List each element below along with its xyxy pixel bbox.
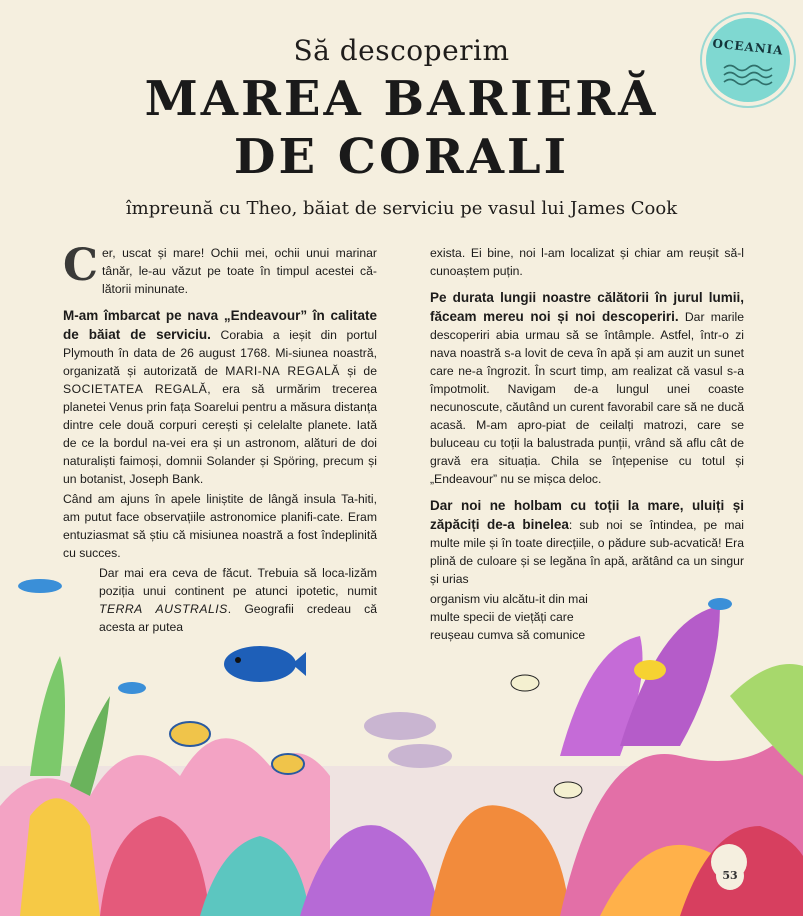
- paragraph-exista: exista. Ei bine, noi l-am localizat și chiar am reușit să-l cunoaștem puțin.: [430, 246, 744, 278]
- title-line-1: MAREA BARIERĂ: [144, 71, 659, 127]
- region-badge-label: OCEANIA: [711, 36, 785, 58]
- paragraph-intro: [63, 240, 377, 298]
- terra-text-a: Dar mai era ceva de făcut. Trebuia să loca-lizăm poziția unui continent pe atunci ipotetic, numit: [99, 566, 377, 598]
- terra-australis-name: TERRA AUSTRALIS: [99, 602, 228, 616]
- subtitle-top: Să descoperim: [293, 34, 510, 67]
- drop-cap: C: [63, 240, 99, 291]
- paragraph-tahiti: Când am ajuns în apele liniștite de lângă insula Ta-hiti, am putut face observațiile astronomice planifi-cate. Eram entuziasmat să știu că misiunea noastră a fost îndeplinită cu succes.: [63, 492, 377, 560]
- embark-text-c: , era să urmărim trecerea planetei Venus prin fața Soarelui pentru a măsura distanța dintre cele două corpuri cerești și celelalte planete. Iată de ce la bordul na-vei era și un astronom, alături de doi naturaliști faimoși, domnii Solander și Spöring, precum și un botanist, Joseph Bank.: [63, 382, 377, 486]
- fish-icon: [634, 660, 666, 680]
- title-line-2: DE CORALI: [233, 129, 570, 185]
- royal-navy-text: MARI-NA REGALĂ: [225, 364, 340, 378]
- embark-text-a: Corabia a ieșit din portul Plymouth în data de 26 august 1768. Mi-siunea noastră, organizată și autorizată de: [63, 328, 377, 378]
- region-badge: [706, 18, 790, 102]
- fish-icon: [170, 722, 210, 746]
- fish-icon: [18, 579, 62, 593]
- discoveries-text: Dar marile descoperiri abia urmau să se întâmple. Astfel, într-o zi nava noastră s-a lovit de ceva în apă și am auzit un sunet care ne-a îngrozit. În scurt timp, am realizat că vasul s-a împotmolit. Navigam de-a lungul unei coaste necunoscute, căutând un curent favorabil care să ne ducă acasă. M-am apro-piat de ceilalți matrozi, care se buluceau cu toții la balustrada punții, vrând să aflu cât de gravă era situația. Chila se înțepenise cu totul și „Endeavour” nu se mișca deloc.: [430, 310, 744, 486]
- wave-icon: [722, 62, 774, 88]
- fish-icon: [224, 646, 296, 682]
- page-number: 53: [716, 862, 744, 890]
- embark-heading: M-am îmbarcat pe nava „Endeavour” în calitate de băiat de serviciu.: [63, 308, 377, 342]
- discoveries-heading: Pe durata lungii noastre călătorii în jurul lumii, făceam mereu noi și noi descoperiri.: [430, 290, 744, 324]
- lead-subtitle: împreună cu Theo, băiat de serviciu pe vasul lui James Cook: [125, 198, 678, 219]
- fish-icon: [118, 682, 146, 694]
- royal-society-text: SOCIETATEA REGALĂ: [63, 382, 208, 396]
- page-title: [0, 70, 803, 186]
- fish-icon: [554, 782, 582, 798]
- intro-text: er, uscat și mare! Ochii mei, ochii unui marinar tânăr, le-au văzut pe toate în timpul acestei că-lătorii minunate.: [102, 246, 377, 296]
- fish-icon: [708, 598, 732, 610]
- paragraph-discoveries: [430, 288, 744, 488]
- paragraph-reef: [430, 496, 744, 588]
- terra-text-b: . Geografii credeau că acesta ar putea: [99, 602, 377, 634]
- coral-reef-illustration: [0, 576, 803, 916]
- paragraph-organism: organism viu alcătu-it din mai multe specii de viețăți care reușeau cumva să comunice: [430, 592, 588, 642]
- fish-icon: [511, 675, 539, 691]
- fish-school-icon: [388, 744, 452, 768]
- embark-text-b: și de: [339, 364, 377, 378]
- reef-heading: Dar noi ne holbam cu toții la mare, uluiți și zăpăciți de-a binelea: [430, 498, 744, 532]
- fish-icon: [272, 754, 304, 774]
- fish-school-icon: [364, 712, 436, 740]
- paragraph-embark: [63, 306, 377, 488]
- reef-text: : sub noi se întindea, pe mai multe mile și în toate direcțiile, o pădure sub-acvatică! Era plină de culoare și se legăna în apă, arătând ca un singur și urias: [430, 518, 744, 586]
